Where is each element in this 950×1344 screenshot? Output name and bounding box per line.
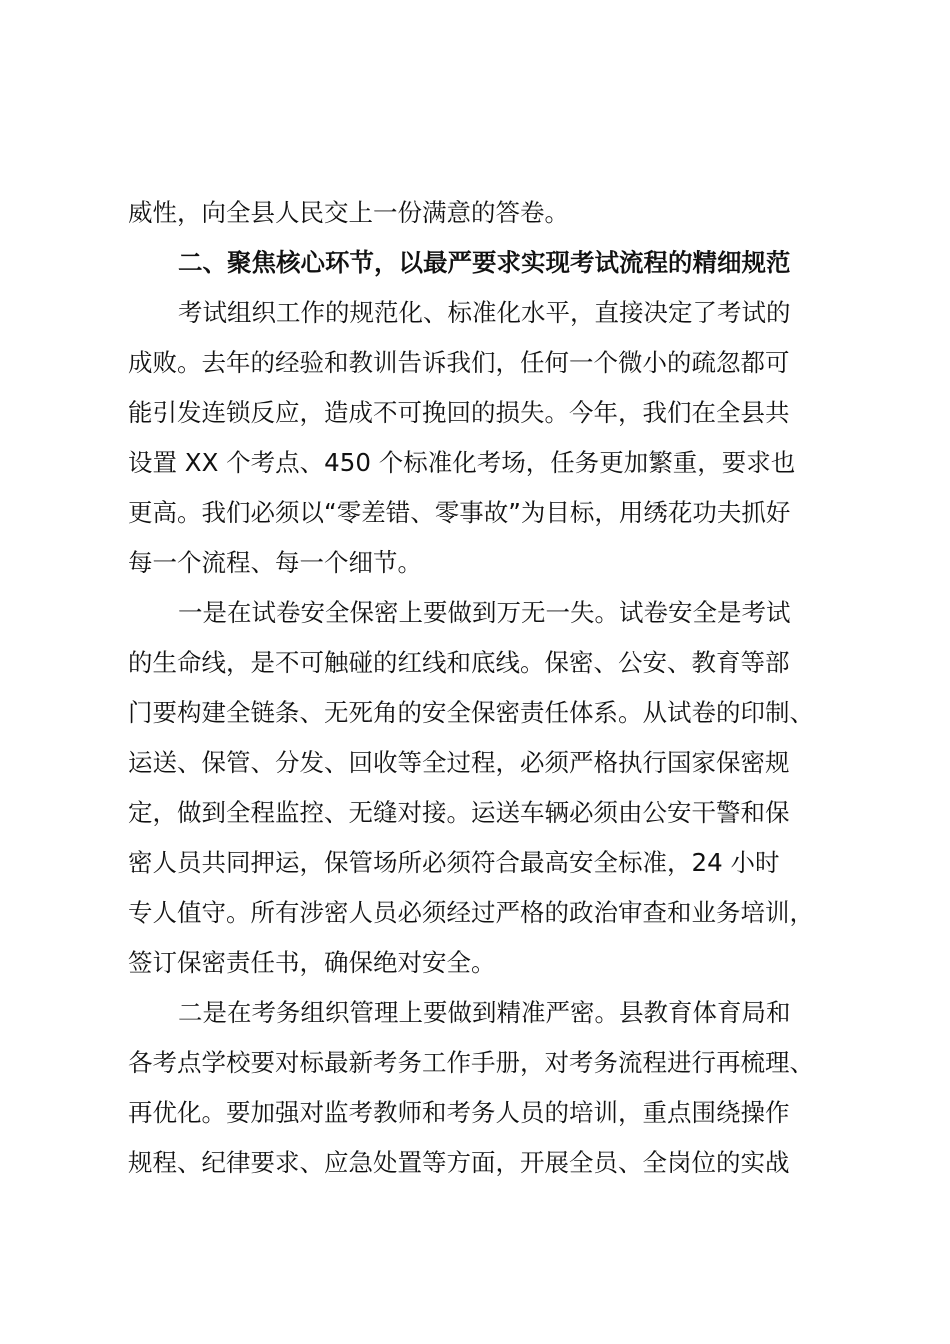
paragraph-line: 再优化。要加强对监考教师和考务人员的培训，重点围绕操作 bbox=[128, 1098, 790, 1127]
paragraph-line: 能引发连锁反应，造成不可挽回的损失。今年，我们在全县共 bbox=[128, 398, 790, 427]
paragraph-line: 规程、纪律要求、应急处置等方面，开展全员、全岗位的实战 bbox=[128, 1148, 790, 1177]
paragraph-line: 成败。去年的经验和教训告诉我们，任何一个微小的疏忽都可 bbox=[128, 348, 790, 377]
paragraph-line: 考试组织工作的规范化、标准化水平，直接决定了考试的 bbox=[178, 298, 791, 327]
paragraph-line: 门要构建全链条、无死角的安全保密责任体系。从试卷的印制、 bbox=[128, 698, 814, 727]
paragraph-line: 威性，向全县人民交上一份满意的答卷。 bbox=[128, 198, 569, 227]
paragraph-line: 密人员共同押运，保管场所必须符合最高安全标准，24 小时 bbox=[128, 848, 780, 877]
paragraph-line: 二是在考务组织管理上要做到精准严密。县教育体育局和 bbox=[178, 998, 791, 1027]
paragraph-line: 的生命线，是不可触碰的红线和底线。保密、公安、教育等部 bbox=[128, 648, 790, 677]
section-heading: 二、聚焦核心环节，以最严要求实现考试流程的精细规范 bbox=[178, 248, 791, 277]
paragraph-line: 设置 XX 个考点、450 个标准化考场，任务更加繁重，要求也 bbox=[128, 448, 796, 477]
paragraph-line: 签订保密责任书，确保绝对安全。 bbox=[128, 948, 496, 977]
paragraph-line: 专人值守。所有涉密人员必须经过严格的政治审查和业务培训， bbox=[128, 898, 814, 927]
document-body bbox=[128, 193, 828, 1193]
paragraph-line: 每一个流程、每一个细节。 bbox=[128, 548, 422, 577]
paragraph-line: 更高。我们必须以“零差错、零事故”为目标，用绣花功夫抓好 bbox=[128, 498, 791, 527]
paragraph-line: 定，做到全程监控、无缝对接。运送车辆必须由公安干警和保 bbox=[128, 798, 790, 827]
paragraph-line: 一是在试卷安全保密上要做到万无一失。试卷安全是考试 bbox=[178, 598, 791, 627]
paragraph-line: 运送、保管、分发、回收等全过程，必须严格执行国家保密规 bbox=[128, 748, 790, 777]
paragraph-line: 各考点学校要对标最新考务工作手册，对考务流程进行再梳理、 bbox=[128, 1048, 814, 1077]
